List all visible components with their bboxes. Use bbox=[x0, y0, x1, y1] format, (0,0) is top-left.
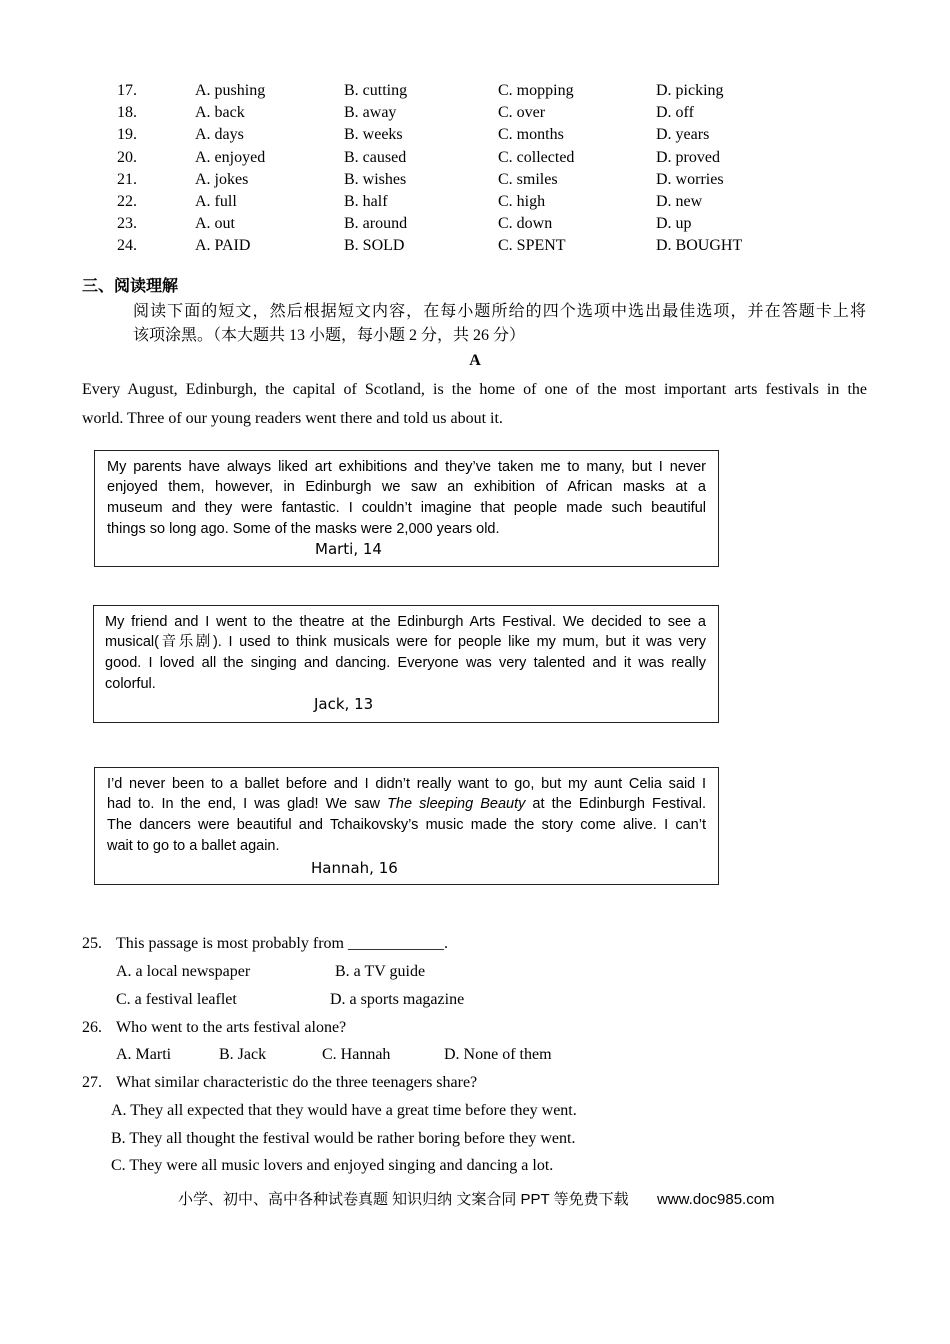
option-d: D. BOUGHT bbox=[656, 237, 743, 255]
question-option: B. a TV guide bbox=[335, 963, 426, 980]
question-number: 23. bbox=[117, 215, 137, 233]
question-option: B. They all thought the festival would be rather boring before they went. bbox=[111, 1130, 576, 1147]
option-b: B. caused bbox=[344, 148, 407, 166]
option-c: C. smiles bbox=[498, 170, 558, 188]
option-row-24 bbox=[0, 235, 950, 257]
option-row-17 bbox=[0, 80, 950, 102]
question-option: D. None of them bbox=[444, 1046, 552, 1063]
option-a: A. back bbox=[195, 104, 245, 122]
option-a: A. pushing bbox=[195, 82, 266, 99]
option-row-22 bbox=[0, 191, 950, 213]
option-row-18 bbox=[0, 102, 950, 124]
option-d: D. up bbox=[656, 215, 692, 233]
instructions-line: 该项涂黑。（本大题共 13 小题，每小题 2 分，共 26 分） bbox=[133, 327, 526, 344]
quote-signature: Hannah, 16 bbox=[311, 859, 398, 878]
question-number: 25. bbox=[82, 935, 102, 952]
option-d: D. worries bbox=[656, 170, 724, 188]
question-option: C. Hannah bbox=[322, 1046, 391, 1063]
quote-line: wait to go to a ballet again. bbox=[107, 837, 280, 854]
quote-line bbox=[107, 794, 706, 815]
quote-line: museum and they were fantastic. I couldn’t imagine that people made such beautiful bbox=[107, 499, 706, 516]
quote-text bbox=[107, 457, 706, 561]
question-number: 21. bbox=[117, 170, 137, 188]
option-c: C. over bbox=[498, 104, 546, 122]
option-d: D. off bbox=[656, 104, 694, 122]
passage-intro-line: world. Three of our young readers went there and told us about it. bbox=[82, 410, 503, 427]
quote-signature: Jack, 13 bbox=[314, 695, 374, 714]
question-option: C. They were all music lovers and enjoyed singing and dancing a lot. bbox=[111, 1157, 554, 1174]
question-stem: What similar characteristic do the three teenagers share? bbox=[116, 1074, 478, 1091]
question-option: B. Jack bbox=[219, 1046, 267, 1063]
reader-quote-box-hannah bbox=[94, 767, 719, 885]
option-c: C. collected bbox=[498, 148, 575, 166]
option-row-23 bbox=[0, 213, 950, 235]
option-row-21 bbox=[0, 169, 950, 191]
option-b: B. wishes bbox=[344, 170, 407, 188]
quote-text bbox=[107, 774, 706, 880]
option-b: B. around bbox=[344, 215, 408, 233]
question-option: C. a festival leaflet bbox=[116, 991, 237, 1008]
quote-segment: at the Edinburgh Festival. bbox=[525, 796, 706, 813]
question-number: 24. bbox=[117, 237, 137, 255]
cloze-options-table bbox=[0, 80, 950, 258]
quote-text bbox=[105, 612, 706, 716]
question-number: 20. bbox=[117, 148, 137, 166]
passage-intro-line: Every August, Edinburgh, the capital of Scotland, is the home of one of the most important arts festivals in the bbox=[82, 381, 867, 398]
quote-line: enjoyed them, however, in Edinburgh we saw an exhibition of African masks at a bbox=[107, 479, 706, 496]
quote-line: My friend and I went to the theatre at the Edinburgh Arts Festival. We decided to see a bbox=[105, 613, 706, 630]
passage-label: A bbox=[469, 352, 481, 369]
reader-quote-box-jack bbox=[93, 605, 719, 723]
quote-line: good. I loved all the singing and dancing. Everyone was very talented and it was really bbox=[105, 654, 706, 671]
option-b: B. SOLD bbox=[344, 237, 405, 255]
quote-line: My parents have always liked art exhibitions and they’ve taken me to many, but I never bbox=[107, 458, 706, 475]
question-stem: This passage is most probably from ____________. bbox=[116, 935, 448, 952]
option-d: D. new bbox=[656, 192, 703, 210]
option-b: B. away bbox=[344, 104, 397, 122]
question-stem: Who went to the arts festival alone? bbox=[116, 1019, 347, 1036]
instructions-line: 阅读下面的短文，然后根据短文内容，在每小题所给的四个选项中选出最佳选项，并在答题卡上将 bbox=[133, 303, 866, 320]
quote-signature: Marti, 14 bbox=[315, 540, 382, 559]
question-number: 26. bbox=[82, 1019, 102, 1036]
option-c: C. SPENT bbox=[498, 237, 566, 255]
option-a: A. jokes bbox=[195, 170, 249, 188]
option-a: A. days bbox=[195, 126, 244, 144]
option-d: D. picking bbox=[656, 82, 724, 99]
option-a: A. PAID bbox=[195, 237, 251, 255]
quote-segment: had to. In the end, I was glad! We saw bbox=[107, 796, 388, 813]
question-number: 19. bbox=[117, 126, 137, 144]
quote-line: colorful. bbox=[105, 675, 156, 692]
option-d: D. years bbox=[656, 126, 710, 144]
option-row-20 bbox=[0, 147, 950, 169]
option-a: A. full bbox=[195, 192, 237, 210]
section-heading: 三、阅读理解 bbox=[82, 278, 179, 295]
footer-url: www.doc985.com bbox=[657, 1191, 775, 1208]
quote-line: I’d never been to a ballet before and I didn’t really want to go, but my aunt Celia said I bbox=[107, 775, 706, 792]
option-a: A. enjoyed bbox=[195, 148, 266, 166]
option-a: A. out bbox=[195, 215, 235, 233]
question-option: A. They all expected that they would have a great time before they went. bbox=[111, 1102, 577, 1119]
question-number: 27. bbox=[82, 1074, 102, 1091]
footer-text: 小学、初中、高中各种试卷真题 知识归纳 文案合同 PPT 等免费下载 bbox=[178, 1191, 629, 1208]
option-c: C. down bbox=[498, 215, 553, 233]
option-b: B. half bbox=[344, 192, 388, 210]
question-number: 17. bbox=[117, 82, 137, 99]
option-b: B. cutting bbox=[344, 82, 408, 99]
option-c: C. months bbox=[498, 126, 564, 144]
option-row-19 bbox=[0, 124, 950, 146]
quote-line: musical(音乐剧). I used to think musicals were for people like my mum, but it was very bbox=[105, 634, 706, 651]
question-option: D. a sports magazine bbox=[330, 991, 465, 1008]
option-c: C. mopping bbox=[498, 82, 574, 99]
quote-line: things so long ago. Some of the masks were 2,000 years old. bbox=[107, 520, 500, 537]
quote-line: The dancers were beautiful and Tchaikovsky’s music made the story come alive. I can’t bbox=[107, 816, 706, 833]
question-option: A. Marti bbox=[116, 1046, 172, 1063]
reader-quote-box-marti bbox=[94, 450, 719, 567]
question-option: A. a local newspaper bbox=[116, 963, 251, 980]
question-number: 18. bbox=[117, 104, 137, 122]
option-c: C. high bbox=[498, 192, 546, 210]
question-number: 22. bbox=[117, 192, 137, 210]
ballet-title: The sleeping Beauty bbox=[387, 796, 526, 813]
option-b: B. weeks bbox=[344, 126, 403, 144]
option-d: D. proved bbox=[656, 148, 720, 166]
